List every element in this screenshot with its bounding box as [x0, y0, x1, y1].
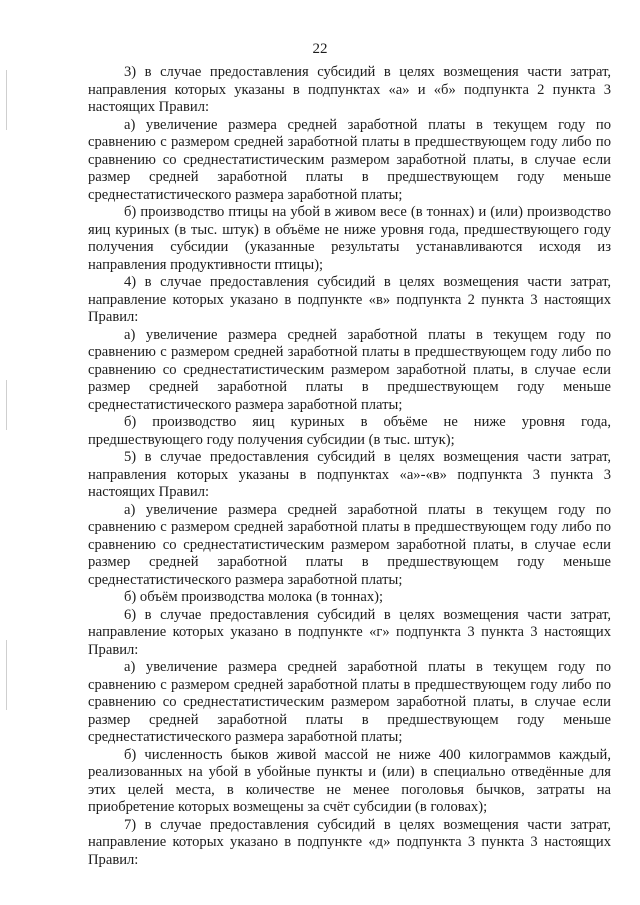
paragraph-7-intro: 7) в случае предоставления субсидий в целях возмещения части затрат, направление которых указано в подпункте «д» подпункта 3 пункта 3 настоящих Правил: — [88, 816, 611, 868]
paragraph-5b: б) объём производства молока (в тоннах); — [124, 589, 384, 605]
paragraph-4-intro: 4) в случае предоставления субсидий в целях возмещения части затрат, направление которых указано в подпункте «в» подпункта 2 пункта 3 настоящих Правил: — [88, 274, 611, 325]
scan-edge-mark-top — [6, 70, 7, 130]
paragraph-6-intro: 6) в случае предоставления субсидий в целях возмещения части затрат, направление которых указано в подпункте «г» подпункта 3 пункта 3 настоящих Правил: — [88, 606, 611, 658]
paragraph-4b: б) производство яиц куриных в объёме не ниже уровня года, предшествующего году получения субсидии (в тыс. штук); — [88, 414, 611, 448]
scan-edge-mark-bottom — [6, 640, 7, 710]
paragraph-5a: а) увеличение размера средней заработной платы в текущем году по сравнению с размером средней заработной платы в предшествующем году либо по сравнению со среднестатистическим размером заработной платы, в случае если размер средней заработной платы в предшествующем году меньше среднестатистического размера заработной платы; — [88, 501, 611, 588]
paragraph-6b: б) численность быков живой массой не ниже 400 килограммов каждый, реализованных на убой в убойные пункты и (или) в специально отведённые для этих целей места, в количестве не менее поголовья бычков, затраты на приобретение которых возмещены за счёт субсидии (в головах); — [88, 746, 611, 815]
scan-edge-mark-middle — [6, 380, 7, 430]
paragraph-5-intro: 5) в случае предоставления субсидий в целях возмещения части затрат, направления которых указаны в подпунктах «а»-«в» подпункта 3 пункта 3 настоящих Правил: — [88, 449, 611, 500]
paragraph-4a: а) увеличение размера средней заработной платы в текущем году по сравнению с размером средней заработной платы в предшествующем году либо по сравнению со среднестатистическим размером заработной платы, в случае если размер средней заработной платы в предшествующем году меньше среднестатистического размера заработной платы; — [88, 326, 611, 413]
page-number: 22 — [312, 41, 328, 57]
paragraph-3b: б) производство птицы на убой в живом весе (в тоннах) и (или) производство яиц куриных (в тыс. штук) в объёме не ниже уровня года, предшествующего году получения субсидии (указанные результаты устанавливаются исходя из направления продуктивности птицы); — [88, 204, 611, 273]
document-body — [88, 64, 611, 869]
paragraph-3-intro: 3) в случае предоставления субсидий в целях возмещения части затрат, направления которых указаны в подпунктах «а» и «б» подпункта 2 пункта 3 настоящих Правил: — [88, 64, 611, 115]
paragraph-6a: а) увеличение размера средней заработной платы в текущем году по сравнению с размером средней заработной платы в предшествующем году либо по сравнению со среднестатистическим размером заработной платы, в случае если размер средней заработной платы в предшествующем году меньше среднестатистического размера заработной платы; — [88, 659, 611, 745]
paragraph-3a: а) увеличение размера средней заработной платы в текущем году по сравнению с размером средней заработной платы в предшествующем году либо по сравнению со среднестатистическим размером заработной платы, в случае если размер средней заработной платы в предшествующем году меньше среднестатистического размера заработной платы; — [88, 116, 611, 203]
